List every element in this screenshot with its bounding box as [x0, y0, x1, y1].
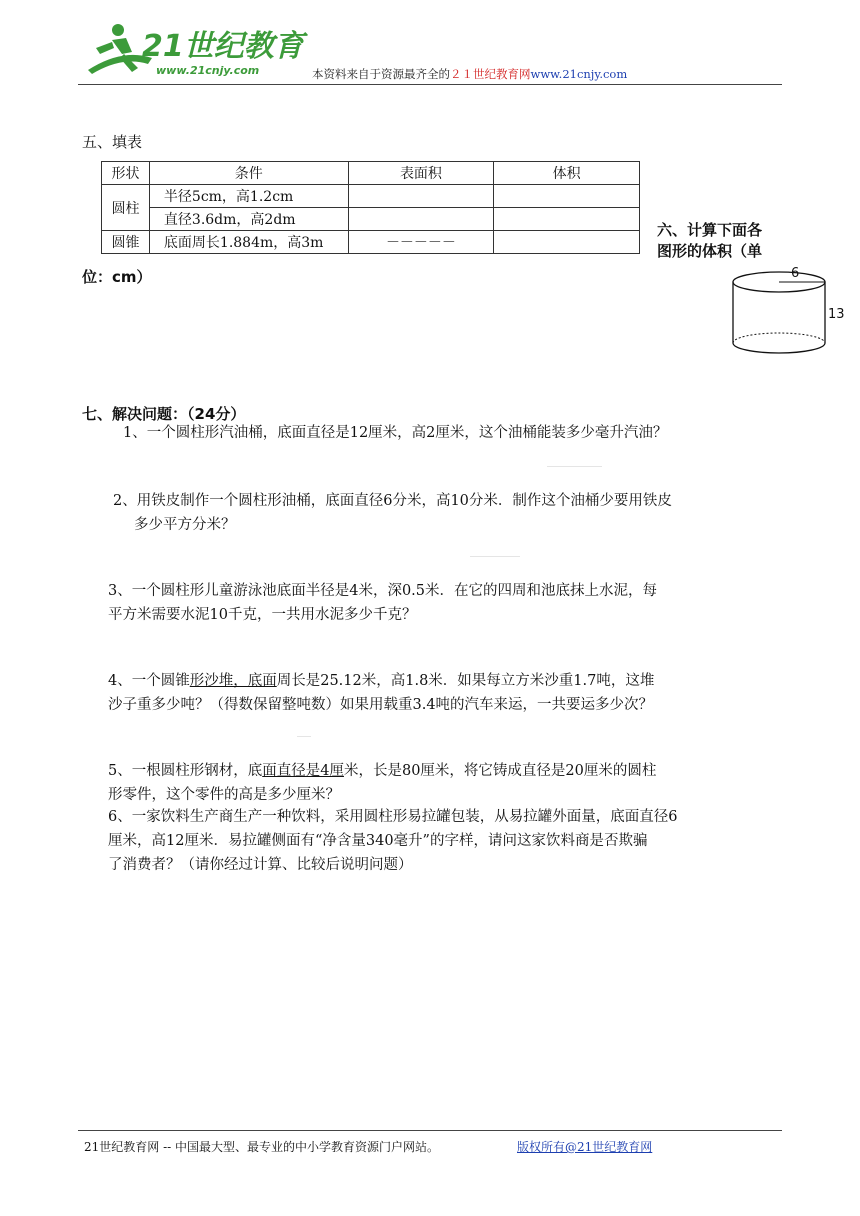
faint-mark — [547, 466, 602, 467]
logo-url: www.21cnjy.com — [156, 64, 260, 77]
condition-cell: 直径3.6dm，高2dm — [149, 208, 348, 231]
shape-cylinder: 圆柱 — [102, 185, 150, 231]
cylinder-figure — [728, 262, 848, 362]
question-4-line2: 沙子重多少吨？（得数保留整吨数）如果用载重3.4吨的汽车来运，一共要运多少次？ — [108, 697, 654, 713]
site-logo — [82, 18, 304, 82]
question-6-line3: 了消费者？（请你经过计算、比较后说明问题） — [108, 857, 413, 873]
question-5-line2: 形零件，这个零件的高是多少厘米？ — [108, 787, 340, 803]
section5-title: 五、填表 — [82, 133, 143, 151]
q5-part-b: 面直径是4厘 — [262, 763, 344, 779]
section7-title: 七、解决问题：（24分） — [82, 405, 246, 423]
q5-part-a: 5、一根圆柱形钢材，底 — [108, 763, 263, 779]
faint-mark — [297, 736, 311, 737]
question-5-line1 — [108, 759, 656, 783]
header-note-url[interactable]: www.21cnjy.com — [530, 67, 628, 81]
table-row — [102, 185, 640, 208]
q4-part-a: 4、一个圆锥 — [108, 673, 190, 689]
table-row — [102, 208, 640, 231]
q4-part-c: 周长是25.12米，高1.8米．如果每立方米沙重1.7吨，这堆 — [276, 673, 655, 689]
question-3-line1: 3、一个圆柱形儿童游泳池底面半径是4米，深0.5米．在它的四周和池底抹上水泥，每 — [108, 583, 658, 599]
volume-answer-cell[interactable] — [494, 231, 640, 254]
header-condition: 条件 — [149, 162, 348, 185]
header-note-site: ２１世纪教育网 — [450, 67, 531, 81]
header-volume: 体积 — [494, 162, 640, 185]
footer-slogan: 21世纪教育网 -- 中国最大型、最专业的中小学教育资源门户网站。 — [84, 1140, 440, 1154]
top-label: 6 — [791, 266, 800, 281]
section6-title-line2: 图形的体积（单 — [657, 242, 763, 260]
footer-copyright-link[interactable]: 版权所有@21世纪教育网 — [517, 1140, 653, 1154]
question-2-line2: 多少平方分米？ — [134, 517, 236, 533]
header-divider — [78, 84, 782, 85]
logo-text: 21世纪教育 — [142, 29, 304, 64]
question-2-line1: 2、用铁皮制作一个圆柱形油桶，底面直径6分米，高10分米．制作这个油桶少要用铁皮 — [113, 493, 672, 509]
table-header-row — [102, 162, 640, 185]
header-note-prefix: 本资料来自于资源最齐全的 — [312, 67, 450, 81]
condition-cell: 半径5cm，高1.2cm — [149, 185, 348, 208]
surface-answer-cell[interactable] — [348, 185, 494, 208]
question-6-line1: 6、一家饮料生产商生产一种饮料，采用圆柱形易拉罐包装，从易拉罐外面量，底面直径6 — [108, 809, 678, 825]
header-note — [312, 66, 627, 82]
question-1: 1、一个圆柱形汽油桶，底面直径是12厘米，高2厘米，这个油桶能装多少毫升汽油？ — [123, 425, 668, 441]
surface-dash-cell: －－－－－ — [348, 231, 494, 254]
header-shape: 形状 — [102, 162, 150, 185]
section6-title-line3: 位：cm） — [82, 268, 152, 286]
question-3-line2: 平方米需要水泥10千克，一共用水泥多少千克？ — [108, 607, 417, 623]
side-label: 13 — [828, 307, 845, 322]
q4-part-b: 形沙堆，底面 — [189, 673, 277, 689]
cylinder-bottom-front — [733, 343, 825, 353]
condition-cell: 底面周长1.884m，高3m — [149, 231, 348, 254]
volume-answer-cell[interactable] — [494, 185, 640, 208]
question-4-line1 — [108, 669, 654, 693]
q5-part-c: 米，长是80厘米，将它铸成直径是20厘米的圆柱 — [343, 763, 657, 779]
shape-cone: 圆锥 — [102, 231, 150, 254]
fill-table — [101, 161, 640, 254]
surface-answer-cell[interactable] — [348, 208, 494, 231]
volume-answer-cell[interactable] — [494, 208, 640, 231]
question-6-line2: 厘米，高12厘米．易拉罐侧面有“净含量340毫升”的字样，请问这家饮料商是否欺骗 — [108, 833, 648, 849]
section6-title-line1: 六、计算下面各 — [657, 221, 763, 239]
section6-title-line2-clip — [657, 240, 787, 260]
header-surface-area: 表面积 — [348, 162, 494, 185]
footer-divider — [78, 1130, 782, 1131]
cylinder-bottom-back — [733, 333, 825, 343]
faint-mark — [470, 556, 520, 557]
table-row — [102, 231, 640, 254]
